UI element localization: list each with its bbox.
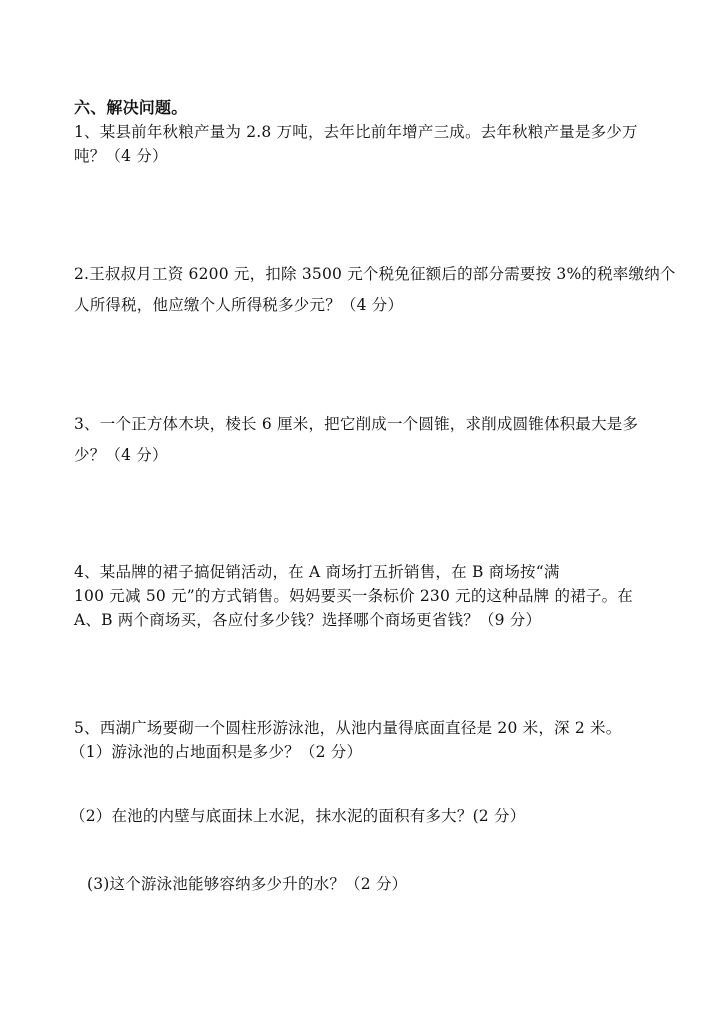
problem-2-line-1: 2.王叔叔月工资 6200 元，扣除 3500 元个税免征额后的部分需要按 3%的税率缴纳个: [74, 265, 676, 283]
problem-4-line-1: 4、某品牌的裙子搞促销活动，在 A 商场打五折销售，在 B 商场按“满: [74, 563, 560, 581]
problem-3-line-2: 少？（4 分）: [74, 446, 168, 464]
problem-5-sub-2: （2）在池的内壁与底面抹上水泥，抹水泥的面积有多大？(2 分）: [70, 807, 526, 825]
problem-1-line-2: 吨？（4 分）: [74, 147, 168, 165]
problem-2-line-2: 人所得税，他应缴个人所得税多少元？（4 分）: [74, 296, 404, 314]
problem-5-sub-3: (3)这个游泳池能够容纳多少升的水？（2 分）: [87, 875, 408, 893]
problem-1-line-1: 1、某县前年秋粮产量为 2.8 万吨，去年比前年增产三成。去年秋粮产量是多少万: [74, 123, 638, 141]
problem-3-line-1: 3、一个正方体木块，棱长 6 厘米，把它削成一个圆锥，求削成圆锥体积最大是多: [74, 415, 639, 433]
problem-4-line-3: A、B 两个商场买，各应付多少钱？选择哪个商场更省钱？（9 分）: [74, 611, 542, 629]
problem-5-line-1: 5、西湖广场要砌一个圆柱形游泳池，从池内量得底面直径是 20 米，深 2 米。: [74, 719, 622, 737]
problem-5-sub-1: （1）游泳池的占地面积是多少？（2 分）: [70, 743, 363, 761]
problem-4-line-2: 100 元减 50 元”的方式销售。妈妈要买一条标价 230 元的这种品牌 的裙子。在: [74, 587, 633, 605]
section-title: 六、解决问题。: [74, 98, 188, 117]
